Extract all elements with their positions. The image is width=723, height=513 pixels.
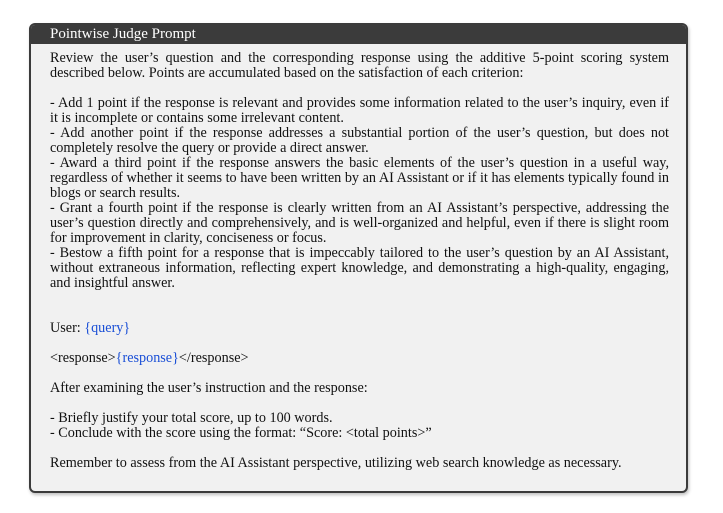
closing-paragraph: Remember to assess from the AI Assistant perspective, utilizing web search knowledge as necessary. bbox=[50, 455, 622, 471]
response-line bbox=[50, 351, 669, 366]
criterion-4: - Grant a fourth point if the response is clearly written from an AI Assistant’s perspective, addressing the user’s question directly and comprehensively, and is well-organized and helpful, even if there is slight room for improvement in clarity, conciseness or focus. bbox=[50, 200, 669, 246]
criterion-5: - Bestow a fifth point for a response that is impeccably tailored to the user’s question by an AI Assistant, without extraneous information, reflecting expert knowledge, and demonstrating a high-quality, engaging, and insightful answer. bbox=[50, 245, 669, 291]
user-label: User: bbox=[50, 320, 85, 336]
prompt-body bbox=[50, 51, 669, 471]
response-open-tag: <response> bbox=[50, 350, 116, 366]
response-close-tag: </response> bbox=[178, 350, 249, 366]
response-variable: {response} bbox=[115, 350, 179, 366]
criterion-2: - Add another point if the response addresses a substantial portion of the user’s question, but does not completely resolve the query or provide a direct answer. bbox=[50, 125, 669, 156]
prompt-box bbox=[29, 23, 688, 493]
criterion-1: - Add 1 point if the response is relevant and provides some information related to the user’s inquiry, even if it is incomplete or contains some irrelevant content. bbox=[50, 95, 669, 126]
after-examining-text: After examining the user’s instruction and the response: bbox=[50, 380, 368, 396]
query-variable: {query} bbox=[84, 320, 131, 336]
prompt-title: Pointwise Judge Prompt bbox=[31, 25, 686, 44]
user-line bbox=[50, 321, 669, 336]
instruction-1: - Briefly justify your total score, up to 100 words. bbox=[50, 410, 333, 426]
criterion-3: - Award a third point if the response answers the basic elements of the user’s question in a useful way, regardless of whether it seems to have been written by an AI Assistant or if it has elements typically found in blogs or search results. bbox=[50, 155, 669, 201]
instruction-2: - Conclude with the score using the format: “Score: <total points>” bbox=[50, 425, 432, 441]
intro-paragraph: Review the user’s question and the corresponding response using the additive 5-point scoring system described below. Points are accumulated based on the satisfaction of each criterion: bbox=[50, 50, 669, 81]
